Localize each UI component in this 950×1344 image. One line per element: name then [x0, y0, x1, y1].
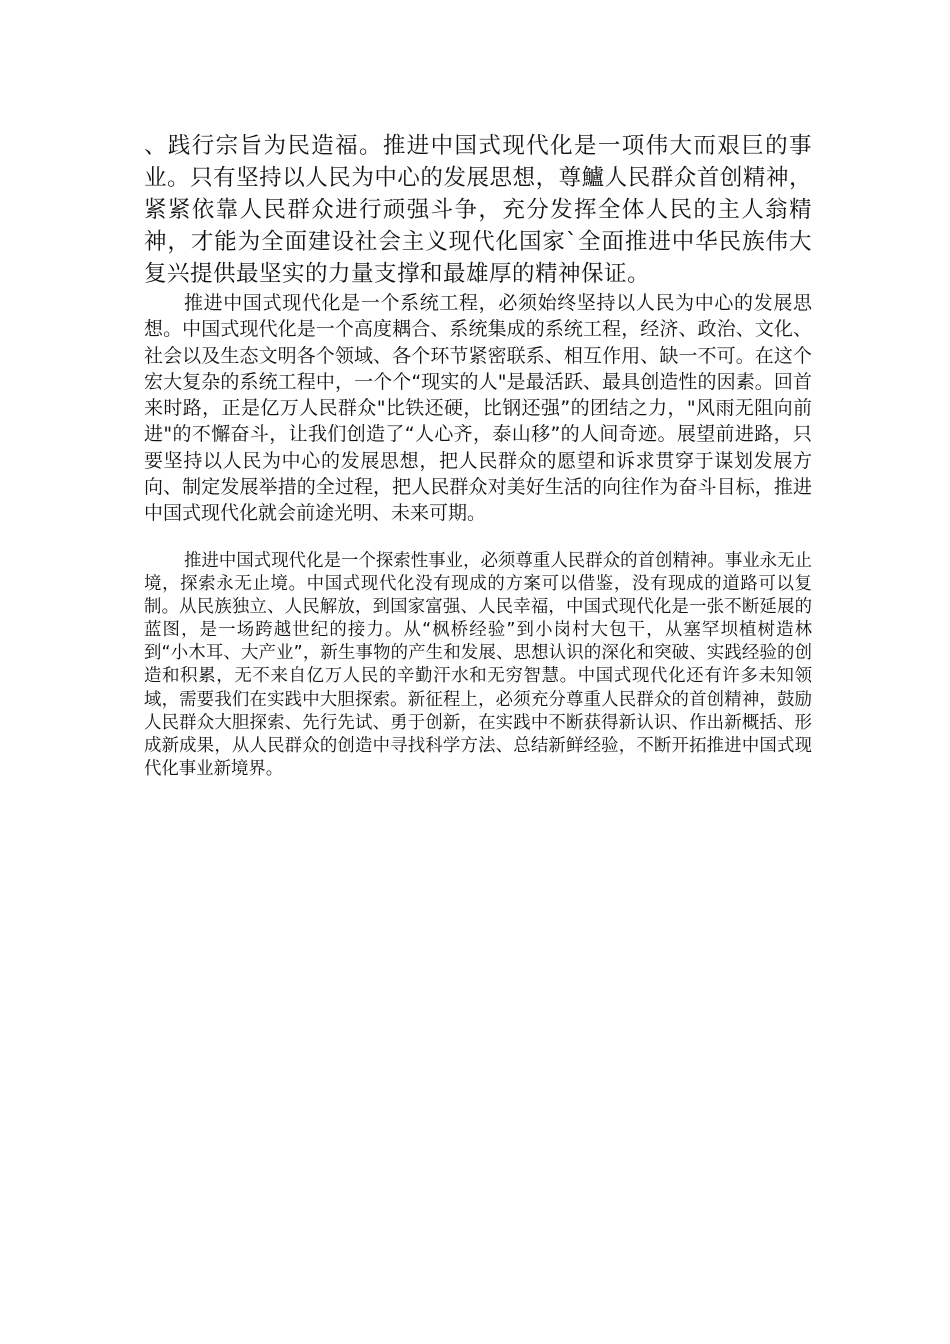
- paragraph-1: 、践行宗旨为民造福。推进中国式现代化是一项伟大而艰巨的事业。只有坚持以人民为中心的发展思想，尊鱸人民群众首创精神，紧紧依靠人民群众进行顽强斗争，充分发挥全体人民的主人翁精神，才能为全面建设社会主义现代化国家`全面推进中华民族伟大复兴提供最坚实的力量支撑和最雄厚的精神保证。: [144, 133, 812, 287]
- paragraph-2: 推进中国式现代化是一个系统工程，必须始终坚持以人民为中心的发展思想。中国式现代化是一个高度耦合、系统集成的系统工程，经济、政治、文化、社会以及生态文明各个领域、各个环节紧密联系、相互作用、缺一不可。在这个宏大复杂的系统工程中，一个个“现实的人"是最活跃、最具创造性的因素。回首来时路，正是亿万人民群众"比铁还硬，比钢还强”的团结之力，"风雨无阻向前进"的不懈奋斗，让我们创造了“人心齐，泰山移”的人间奇迹。展望前进路，只要坚持以人民为中心的发展思想，把人民群众的愿望和诉求贯穿于谋划发展方向、制定发展举措的全过程，把人民群众对美好生活的向往作为奋斗目标，推进中国式现代化就会前途光明、未来可期。: [144, 292, 812, 525]
- paragraph-3: 推进中国式现代化是一个探索性事业，必须尊重人民群众的首创精神。事业永无止境，探索永无止境。中国式现代化没有现成的方案可以借鉴，没有现成的道路可以复制。从民族独立、人民解放，到国家富强、人民幸福，中国式现代化是一张不断延展的蓝图，是一场跨越世纪的接力。从“枫桥经验”到小岗村大包干，从塞罕坝植树造林到“小木耳、大产业”，新生事物的产生和发展、思想认识的深化和突破、实践经验的创造和积累，无不来自亿万人民的辛勤汗水和无穷智慧。中国式现代化还有许多未知领域，需要我们在实践中大胆探索。新征程上，必须充分尊重人民群众的首创精神，鼓励人民群众大胆探索、先行先试、勇于创新，在实践中不断获得新认识、作出新概括、形成新成果，从人民群众的创造中寻找科学方法、总结新鲜经验，不断开拓推进中国式现代化事业新境界。: [144, 551, 812, 779]
